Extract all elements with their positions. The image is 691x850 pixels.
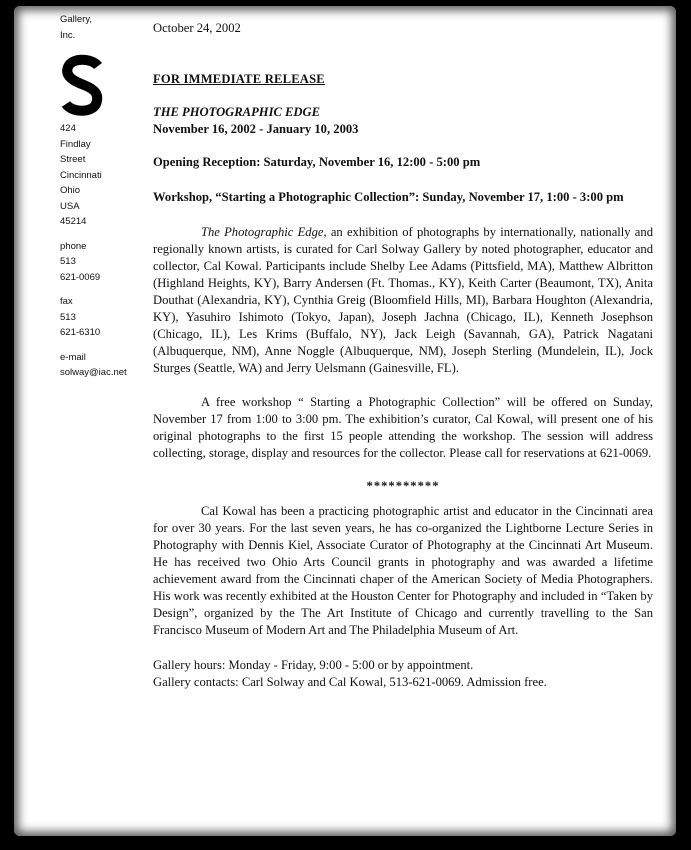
- exhibition-title: THE PHOTOGRAPHIC EDGE: [153, 105, 321, 119]
- letter-page: [14, 6, 676, 836]
- s-logo-icon: [58, 54, 108, 116]
- paragraph-curator: Cal Kowal has been a practicing photographic artist and educator in the Cincinnati area for over 30 years. For the last seven years, he has co-organized the Lightborne Lecture Series in Photography with Dennis Kiel, Associate Curator of Photography at the Cincinnati Art Museum. He has received two Ohio Arts Council grants in photography and was awarded a lifetime achievement award from the Cincinnati chaper of the American Society of Media Photographers. His work was recently exhibited at the Houston Center for Photography and included in “Taken by Design”, organized by the The Art Institute of Chicago and currently travelling to the San Francisco Museum of Modern Art and The Philadelphia Museum of Art.: [153, 504, 653, 637]
- paragraph-exhibition-text: , an exhibition of photographs by internationally, nationally and regionally known artists, is curated for Carl Solway Gallery by noted photographer, educator and collector, Cal Kowal. Participants include Shelby Lee Adams (Pittsfield, MA), Matthew Albritton (Highland Heights, KY), Barry Andersen (Ft. Thomas., KY), Keith Carter (Beaumont, TX), Anita Douthat (Alexandria, KY), Cynthia Greig (Bloomfield Hills, MI), Barbara Houghton (Alexandria, KY), Yasuhiro Ishimoto (Tokyo, Japan), Joseph Jachna (Chicago, IL), Kenneth Josephson (Chicago, IL), Les Krims (Buffalo, NY), Jack Leigh (Savannah, GA), Patrick Nagatani (Albuquerque, NM), Anne Noggle (Albuquerque, NM), Joseph Sterling (Mundelein, IL), Jock Sturges (Seattle, WA) and Jerry Uelsmann (Gainesville, FL).: [153, 225, 653, 375]
- opening-reception: Opening Reception: Saturday, November 16, 12:00 - 5:00 pm: [153, 155, 481, 169]
- section-divider: **********: [366, 479, 440, 493]
- address: 424 Findlay Street Cincinnati Ohio USA 45214: [60, 123, 102, 227]
- phone-label: phone: [60, 240, 87, 252]
- gallery-hours: Gallery hours: Monday - Friday, 9:00 - 5:00 or by appointment.: [153, 658, 474, 672]
- workshop-info: Workshop, “Starting a Photographic Collection”: Sunday, November 17, 1:00 - 3:00 pm: [153, 190, 624, 204]
- gallery-contacts: Gallery contacts: Carl Solway and Cal Kowal, 513-621-0069. Admission free.: [153, 675, 547, 689]
- exhibition-dates: November 16, 2002 - January 10, 2003: [153, 122, 359, 136]
- fax-label: fax: [60, 296, 73, 307]
- fax-number: 513 621-6310: [60, 311, 101, 338]
- press-release-body: [153, 20, 653, 691]
- exhibition-title-italic: The Photographic Edge: [201, 225, 324, 239]
- phone-number: 513 621-0069: [60, 256, 101, 283]
- paragraph-exhibition: [153, 224, 653, 377]
- email-label: e-mail: [60, 351, 86, 363]
- paragraph-workshop: A free workshop “ Starting a Photographic Collection” will be offered on Sunday, November 17 from 1:00 to 3:00 pm. The exhibition’s curator, Cal Kowal, will present one of his original photographs to the first 15 people attending the workshop. The session will address collecting, storage, display and resources for the collector. Please call for reservations at 621-0069.: [153, 395, 653, 460]
- email-address: solway@iac.net: [60, 367, 127, 378]
- company-name: Gallery, Inc.: [60, 14, 93, 41]
- release-heading: FOR IMMEDIATE RELEASE: [153, 72, 325, 86]
- letter-date: October 24, 2002: [153, 21, 241, 35]
